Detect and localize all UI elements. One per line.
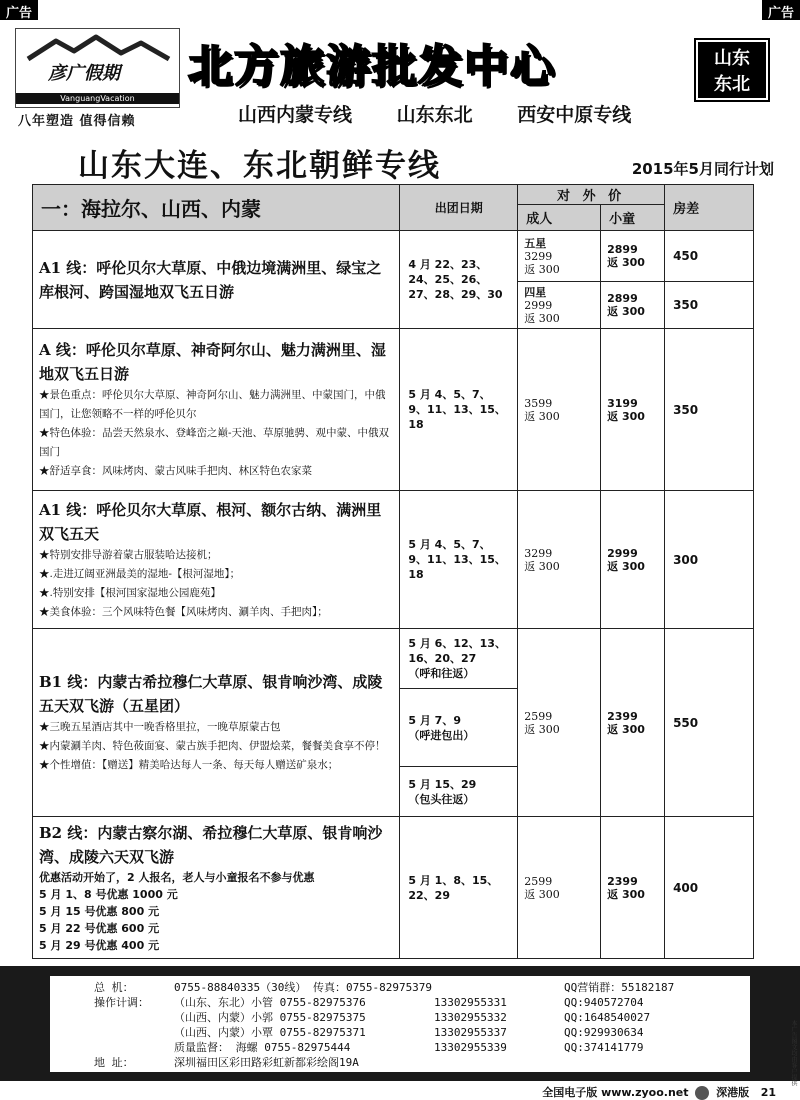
- table-row: [33, 329, 754, 491]
- route-title: A1 线：呼伦贝尔大草原、根河、额尔古纳、满洲里双飞五天: [39, 500, 382, 543]
- contact-phone: 质量监督： 海螺 0755-82975444: [174, 1041, 351, 1054]
- plan-title: 2015年5月同行计划: [631, 160, 774, 178]
- adult-price: [518, 231, 601, 282]
- route-title: A 线：呼伦贝尔草原、神奇阿尔山、魅力满洲里、湿地双飞五日游: [39, 341, 386, 383]
- child-rebate: 返 300: [607, 722, 645, 736]
- route-category: 山东东北: [396, 104, 473, 126]
- adult-price: [518, 329, 601, 491]
- child-price: [601, 817, 665, 959]
- departure-dates: 5 月 4、5、7、9、11、13、15、18: [400, 491, 518, 629]
- col-adult: 成人: [518, 205, 601, 231]
- contact-info: [50, 976, 750, 1072]
- table-row: [33, 817, 754, 959]
- adult-rebate: 返 300: [524, 887, 560, 901]
- section-title: 一：海拉尔、山西、内蒙: [33, 185, 400, 231]
- contact-label: 总 机：: [94, 981, 134, 994]
- room-diff: 350: [665, 329, 754, 491]
- badge-bottom: 东北: [714, 74, 750, 95]
- promo-line: 5 月 1、8 号优惠 1000 元: [39, 888, 178, 901]
- child-price: [601, 329, 665, 491]
- adult-price: [518, 629, 601, 817]
- adult-rebate: 返 300: [524, 262, 560, 276]
- route-description: [33, 817, 400, 959]
- route-description: [33, 231, 400, 329]
- adult-amount: 3299: [524, 249, 553, 263]
- child-rebate: 返 300: [607, 305, 645, 318]
- child-price: [601, 231, 665, 282]
- company-logo: [15, 28, 180, 108]
- page-title: 山东大连、东北朝鲜专线: [78, 148, 441, 184]
- table-row: [33, 629, 754, 689]
- route-category: 西安中原专线: [517, 104, 632, 126]
- route-feature: ★.走进辽阔亚洲最美的湿地-【根河湿地】；: [39, 567, 241, 580]
- contact-address: 深圳福田区彩田路彩虹新都彩绘阁19A: [174, 1056, 359, 1069]
- table-row: [33, 231, 754, 282]
- contact-mobile: 13302955337: [434, 1026, 507, 1039]
- adult-price: [518, 282, 601, 329]
- route-feature: ★景色重点：呼伦贝尔大草原、神奇阿尔山、魅力满洲里、中蒙国门，中俄国门，让您领略不一样的呼伦贝尔: [39, 389, 386, 420]
- adult-amount: 3599: [524, 396, 553, 410]
- col-date: 出团日期: [400, 185, 518, 231]
- child-amount: 2899: [607, 292, 638, 305]
- route-feature: ★个性增值：【赠送】精美哈达每人一条、每天每人赠送矿泉水；: [39, 759, 339, 771]
- contact-row: [94, 1055, 742, 1070]
- footer-edition: 深港版: [716, 1086, 750, 1099]
- route-category: 山西内蒙专线: [238, 104, 353, 126]
- date-list: 5 月 7、9: [408, 713, 461, 727]
- promo-line: 5 月 22 号优惠 600 元: [39, 922, 160, 935]
- date-note: （呼和往返）: [408, 667, 475, 680]
- child-rebate: 返 300: [607, 559, 645, 573]
- page-footer: [0, 1081, 800, 1100]
- route-feature: ★特色体验：品尝天然泉水、登峰峦之巅-天池、草原驰骋、观中蒙、中俄双国门: [39, 427, 390, 458]
- contact-row: [94, 1010, 742, 1025]
- contact-row: [94, 995, 742, 1010]
- child-rebate: 返 300: [607, 256, 645, 269]
- date-note: （呼进包出）: [408, 728, 475, 742]
- child-amount: 2899: [607, 243, 638, 256]
- contact-row: [94, 980, 742, 995]
- departure-dates: 4 月 22、23、24、25、26、27、28、29、30: [400, 231, 518, 329]
- route-categories: [238, 100, 659, 127]
- room-diff: 400: [665, 817, 754, 959]
- ad-label-right: 广告: [762, 0, 800, 20]
- contact-row: [94, 1025, 742, 1040]
- route-description: [33, 329, 400, 491]
- contact-mobile: 13302955339: [434, 1041, 507, 1054]
- route-description: [33, 491, 400, 629]
- brand-title: 北方旅游批发中心: [188, 41, 556, 92]
- route-feature: ★三晚五星酒店其中一晚香格里拉，一晚草原蒙古包: [39, 721, 281, 733]
- route-feature: ★舒适享食：风味烤肉、蒙古风味手把肉、林区特色农家菜: [39, 465, 312, 477]
- hotel-star: 五星: [524, 236, 547, 250]
- adult-rebate: 返 300: [524, 559, 560, 573]
- child-price: [601, 491, 665, 629]
- room-diff: 350: [665, 282, 754, 329]
- adult-amount: 2999: [524, 298, 553, 312]
- contact-qq: QQ:929930634: [564, 1026, 644, 1039]
- departure-dates: [400, 689, 518, 767]
- brand-badge: [696, 40, 768, 100]
- contact-mobile: 13302955332: [434, 1011, 507, 1024]
- tour-plan-table: [32, 184, 754, 959]
- adult-price: [518, 817, 601, 959]
- contact-mobile: 13302955331: [434, 996, 507, 1009]
- hotel-star: 四星: [524, 285, 547, 299]
- contact-phone: 0755-88840335（30线） 传真：0755-82975379: [174, 981, 433, 994]
- room-diff: 300: [665, 491, 754, 629]
- adult-rebate: 返 300: [524, 722, 560, 736]
- adult-rebate: 返 300: [524, 409, 560, 423]
- route-feature: ★内蒙涮羊肉、特色莜面宴、蒙古族手把肉、伊盟烩菜，餐餐美食享不停！: [39, 740, 386, 752]
- child-amount: 2399: [607, 874, 638, 888]
- contact-qq: QQ营销群：55182187: [564, 981, 675, 994]
- child-amount: 2999: [607, 546, 638, 560]
- adult-amount: 2599: [524, 874, 553, 888]
- slogan: 八年塑造 值得信赖: [18, 114, 136, 129]
- adult-price: [518, 491, 601, 629]
- col-child: 小童: [601, 205, 665, 231]
- route-title: B1 线：内蒙古希拉穆仁大草原、银肯响沙湾、成陵五天双飞游（五星团）: [39, 673, 383, 715]
- side-note: 本广告图文均由客户提供: [790, 1020, 797, 1086]
- departure-dates: 5 月 1、8、15、22、29: [400, 817, 518, 959]
- seal-icon: [695, 1086, 709, 1100]
- contact-label: 地 址：: [94, 1056, 134, 1069]
- footer-info: [542, 1084, 776, 1100]
- child-rebate: 返 300: [607, 887, 645, 901]
- room-diff: 550: [665, 629, 754, 817]
- route-title: B2 线：内蒙古察尔湖、希拉穆仁大草原、银肯响沙湾、成陵六天双飞游: [39, 824, 383, 866]
- contact-phone: （山西、内蒙）小郭 0755-82975375: [174, 1011, 366, 1024]
- logo-name: 彦广假期: [48, 63, 120, 84]
- col-price: 对 外 价: [518, 185, 665, 205]
- route-description: [33, 629, 400, 817]
- child-price: [601, 282, 665, 329]
- departure-dates: [400, 767, 518, 817]
- page-number: 21: [760, 1086, 776, 1099]
- adult-rebate: 返 300: [524, 311, 560, 325]
- departure-dates: 5 月 4、5、7、9、11、13、15、18: [400, 329, 518, 491]
- contact-qq: QQ:374141779: [564, 1041, 644, 1054]
- room-diff: 450: [665, 231, 754, 282]
- child-amount: 3199: [607, 396, 638, 410]
- route-feature: ★特别安排导游着蒙古服装哈达接机；: [39, 548, 218, 561]
- child-price: [601, 629, 665, 817]
- badge-top: 山东: [714, 48, 750, 69]
- logo-english: VanguangVacation: [16, 93, 179, 104]
- footer-site: 全国电子版 www.zyoo.net: [542, 1086, 689, 1099]
- contact-panel: [0, 966, 800, 1081]
- departure-dates: [400, 629, 518, 689]
- table-row: [33, 491, 754, 629]
- promo-line: 5 月 29 号优惠 400 元: [39, 939, 160, 952]
- contact-row: [94, 1040, 742, 1055]
- contact-qq: QQ:940572704: [564, 996, 644, 1009]
- adult-amount: 3299: [524, 546, 553, 560]
- route-feature: ★.特别安排【根河国家湿地公园鹿苑】: [39, 586, 221, 599]
- date-list: 5 月 15、29: [408, 777, 477, 791]
- promo-line: 5 月 15 号优惠 800 元: [39, 905, 160, 918]
- col-diff: 房差: [665, 185, 754, 231]
- date-list: 5 月 6、12、13、16、20、27: [408, 637, 506, 665]
- route-feature: ★美食体验：三个风味特色餐【风味烤肉、涮羊肉、手把肉】；: [39, 605, 328, 618]
- adult-amount: 2599: [524, 709, 553, 723]
- promo-line: 优惠活动开始了，2 人报名，老人与小童报名不参与优惠: [39, 871, 315, 884]
- ad-label-left: 广告: [0, 0, 38, 20]
- contact-phone: （山东、东北）小管 0755-82975376: [174, 996, 366, 1009]
- contact-qq: QQ:1648540027: [564, 1011, 651, 1024]
- date-note: （包头往返）: [408, 792, 475, 806]
- child-rebate: 返 300: [607, 409, 645, 423]
- route-title: A1 线：呼伦贝尔大草原、中俄边境满洲里、绿宝之库根河、跨国湿地双飞五日游: [39, 258, 382, 301]
- contact-label: 操作计调：: [94, 996, 149, 1009]
- child-amount: 2399: [607, 709, 638, 723]
- contact-phone: （山西、内蒙）小覃 0755-82975371: [174, 1026, 366, 1039]
